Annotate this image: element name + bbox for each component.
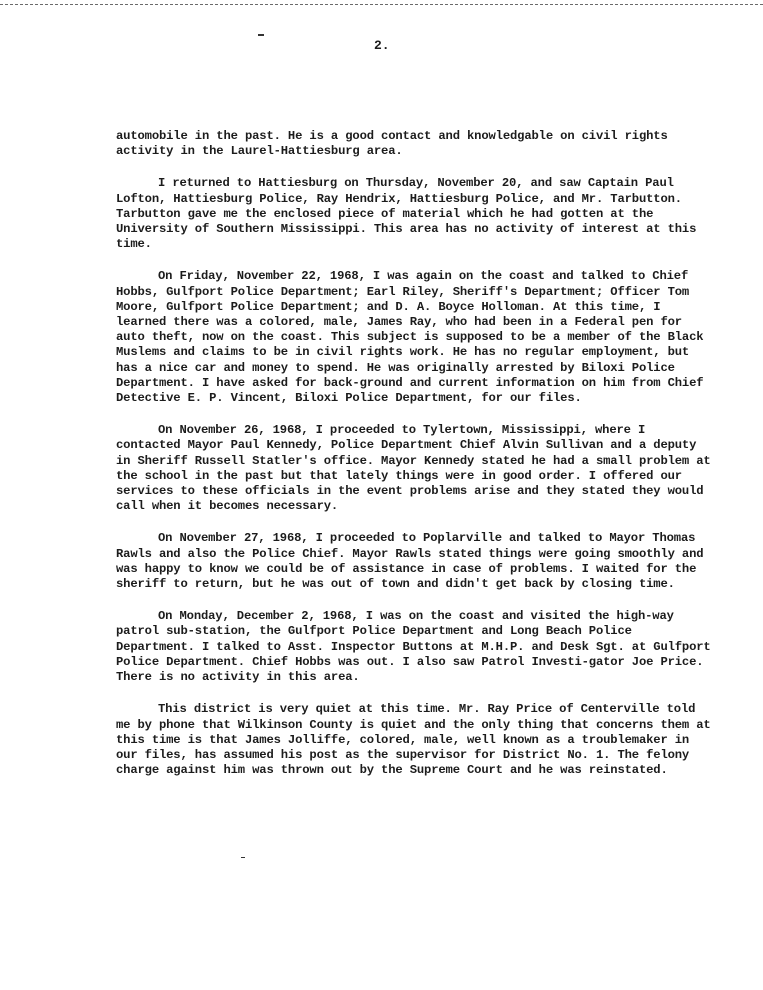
- paragraph-hattiesburg: I returned to Hattiesburg on Thursday, November 20, and saw Captain Paul Lofton, Hattiesburg Police, Ray Hendrix, Hattiesburg Police, and Mr. Tarbutton. Tarbutton gave me the enclosed piece of material which he had gotten at the University of Southern Mississippi. This area has no activity of interest at this time.: [116, 176, 704, 252]
- paragraph-gulfport-coast: On Friday, November 22, 1968, I was again on the coast and talked to Chief Hobbs, Gulfport Police Department; Earl Riley, Sheriff's Department; Officer Tom Moore, Gulfport Police Department; and D. A. Boyce Holloman. At this time, I learned there was a colored, male, James Ray, who had been in a Federal pen for auto theft, now on the coast. This subject is supposed to be a member of the Black Muslems and claims to be in civil rights work. He has no regular employment, but has a nice car and money to spend. He was originally arrested by Biloxi Police Department. I have asked for back-ground and current information on him from Chief Detective E. P. Vincent, Biloxi Police Department, for our files.: [116, 269, 711, 406]
- memo-body: [116, 129, 716, 795]
- paragraph-tylertown: On November 26, 1968, I proceeded to Tylertown, Mississippi, where I contacted Mayor Paul Kennedy, Police Department Chief Alvin Sullivan and a deputy in Sheriff Russell Statler's office. Mayor Kennedy stated he had a small problem at the school in the past but that lately things were in good order. I offered our services to these officials in the event problems arise and they stated they would call when it becomes necessary.: [116, 423, 718, 514]
- scan-speck: [241, 857, 245, 858]
- paragraph-continuation: automobile in the past. He is a good contact and knowledgable on civil rights activity in the Laurel-Hattiesburg area.: [116, 129, 675, 159]
- page-number: 2.: [374, 38, 390, 53]
- paragraph-poplarville: On November 27, 1968, I proceeded to Poplarville and talked to Mayor Thomas Rawls and also the Police Chief. Mayor Rawls stated things were going smoothly and was happy to know we could be of assistance in case of problems. I waited for the sheriff to return, but he was out of town and didn't get back by closing time.: [116, 531, 711, 592]
- paragraph-highway-patrol: On Monday, December 2, 1968, I was on the coast and visited the high-way patrol sub-station, the Gulfport Police Department and Long Beach Police Department. I talked to Asst. Inspector Buttons at M.H.P. and Desk Sgt. at Gulfport Police Department. Chief Hobbs was out. I also saw Patrol Investi-gator Joe Price. There is no activity in this area.: [116, 609, 718, 685]
- paragraph-district-summary: This district is very quiet at this time. Mr. Ray Price of Centerville told me by phone that Wilkinson County is quiet and the only thing that concerns them at this time is that James Jolliffe, colored, male, well known as a troublemaker in our files, has assumed his post as the supervisor for District No. 1. The felony charge against him was thrown out by the Supreme Court and he was reinstated.: [116, 702, 718, 778]
- scan-speck: [258, 34, 264, 36]
- scan-edge-border: [0, 4, 763, 5]
